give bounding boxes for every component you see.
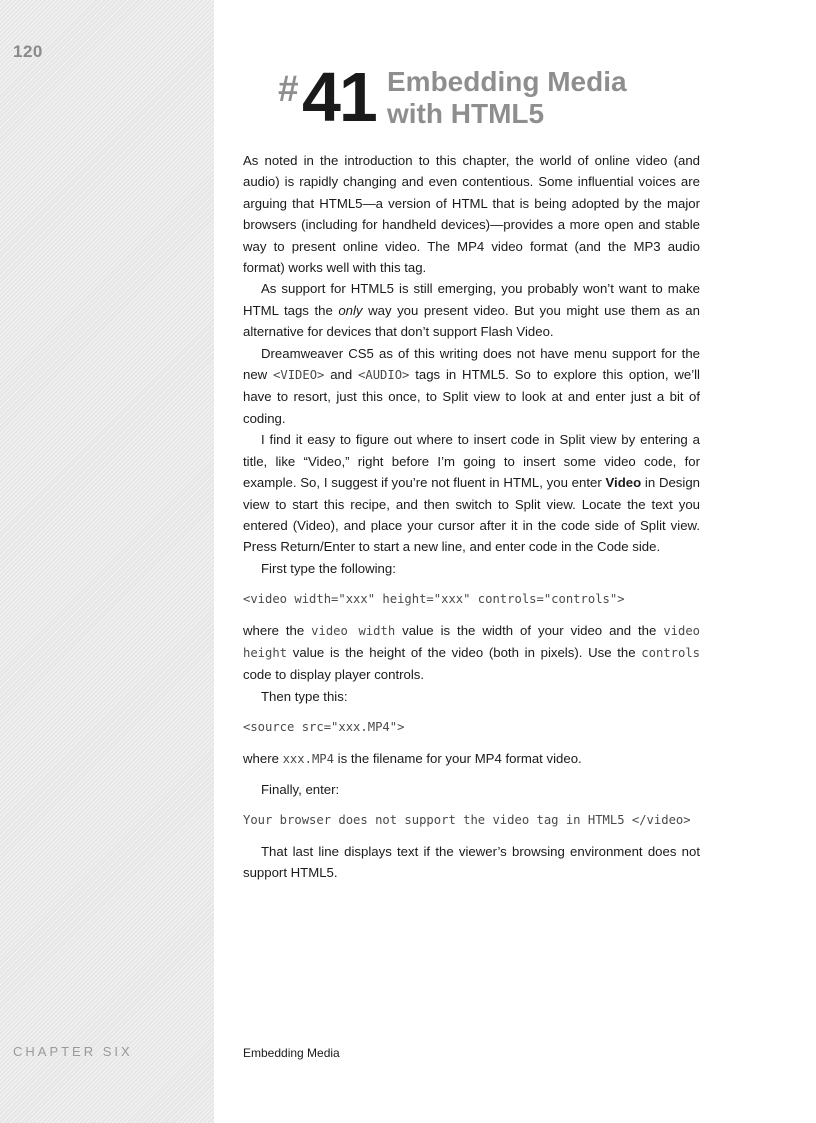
inline-code: video height <box>243 623 700 660</box>
recipe-hash: # <box>278 68 299 109</box>
paragraph: I find it easy to figure out where to insert code in Split view by entering a title, like “Video,” right before I’m going to insert some video code, for example. So, I suggest if you’re not fluent in HTML, you enter Video in Design view to start this recipe, and then switch to Split view. Locate the text you entered (Video), and place your cursor after it in the code side of Split view. Press Return/Enter to start a new line, and enter code in the Code side. <box>243 432 700 555</box>
code-line: <video width="xxx" height="xxx" controls="controls"> <box>243 592 625 607</box>
code-line: Your browser does not support the video tag in HTML5 </video> <box>243 813 691 828</box>
paragraph: As noted in the introduction to this chapter, the world of online video (and audio) is rapidly changing and even contentious. Some influential voices are arguing that HTML5—a version of HTML that is being adopted by the major browsers (including for handheld devices)—provides a more open and stable way to present online video. The MP4 video format (and the MP3 audio format) works well with this tag. <box>243 153 700 276</box>
paragraph: where xxx.MP4 is the filename for your MP4 format video. <box>243 750 582 766</box>
footer-title: Embedding Media <box>243 1046 340 1060</box>
inline-code: video width <box>311 623 396 638</box>
paragraph: where the video width value is the width of your video and the video height value is the height of the video (both in pixels). Use the controls code to display player controls. <box>243 622 700 683</box>
page-number: 120 <box>13 42 43 61</box>
paragraph: That last line displays text if the viewer’s browsing environment does not support HTML5. <box>243 843 700 881</box>
recipe-title: Embedding Media with HTML5 <box>387 66 627 129</box>
paragraph: Finally, enter: <box>261 781 340 797</box>
recipe-number: 41 <box>302 58 376 136</box>
inline-code: controls <box>641 645 700 660</box>
inline-code: xxx.MP4 <box>282 751 334 766</box>
code-line: <source src="xxx.MP4"> <box>243 720 405 735</box>
chapter-label: CHAPTER SIX <box>13 1044 133 1059</box>
inline-code: <VIDEO> <box>273 368 325 383</box>
paragraph: Then type this: <box>261 688 348 704</box>
chapter-sidebar <box>0 0 214 1123</box>
body-text <box>243 150 700 884</box>
paragraph: Dreamweaver CS5 as of this writing does not have menu support for the new <VIDEO> and <AUDIO> tags in HTML5. So to explore this option, we’ll have to resort, just this once, to Split view to look at and enter just a bit of coding. <box>243 345 700 426</box>
inline-code: <AUDIO> <box>358 368 410 383</box>
paragraph: As support for HTML5 is still emerging, you probably won’t want to make HTML tags the only way you present video. But you might use them as an alternative for devices that don’t support Flash Video. <box>243 281 700 340</box>
paragraph: First type the following: <box>261 560 396 576</box>
